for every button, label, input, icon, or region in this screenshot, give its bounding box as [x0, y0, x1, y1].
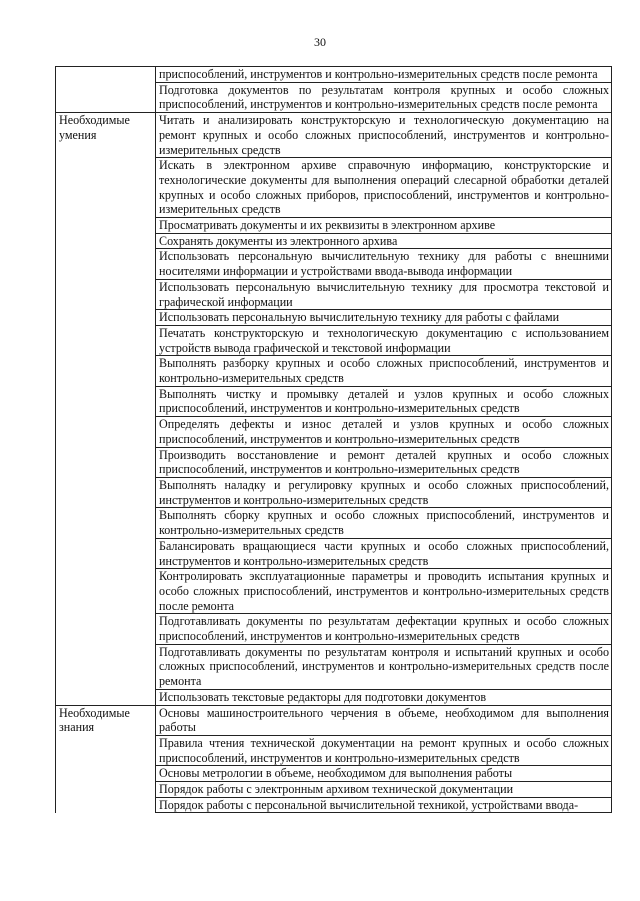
table-row [56, 113, 612, 158]
table-row [56, 356, 612, 386]
requirement-item: Подготовка документов по результатам контроля крупных и особо сложных приспособлений, инструментов и контрольно-измерительных средств после ремонта [156, 82, 612, 112]
section-label-cell-continued [56, 644, 156, 689]
section-label-cell-continued [56, 614, 156, 644]
table-row [56, 233, 612, 249]
requirement-item: Выполнять чистку и промывку деталей и узлов крупных и особо сложных приспособлений, инструментов и контрольно-измерительных средств [156, 386, 612, 416]
table-row [56, 67, 612, 83]
requirement-item: Контролировать эксплуатационные параметры и проводить испытания крупных и особо сложных приспособлений, инструментов и контрольно-измерительных средств после ремонта [156, 569, 612, 614]
section-label-cell-continued [56, 569, 156, 614]
requirement-item: Основы машиностроительного черчения в объеме, необходимом для выполнения работы [156, 705, 612, 735]
page-number: 30 [314, 35, 326, 49]
section-label-cell-continued [56, 735, 156, 765]
section-label-cell-continued [56, 279, 156, 309]
section-label-cell-continued [56, 233, 156, 249]
table-row [56, 689, 612, 705]
table-row [56, 249, 612, 279]
requirement-item: Искать в электронном архиве справочную информацию, конструкторские и технологические документы для выполнения операций слесарной обработки деталей крупных и особо сложных приборов, приспособлений, инструментов и контрольно-измерительных средств [156, 158, 612, 218]
section-label-cell [56, 67, 156, 83]
section-label-cell [56, 705, 156, 735]
table-row [56, 325, 612, 355]
table-row [56, 644, 612, 689]
requirement-item: Правила чтения технической документации на ремонт крупных и особо сложных приспособлений, инструментов и контрольно-измерительных средств [156, 735, 612, 765]
requirement-item: Просматривать документы и их реквизиты в электронном архиве [156, 218, 612, 234]
table-row [56, 766, 612, 782]
requirements-table [55, 66, 612, 813]
section-label-cell-continued [56, 477, 156, 507]
table-row [56, 386, 612, 416]
requirement-item: Выполнять разборку крупных и особо сложных приспособлений, инструментов и контрольно-измерительных средств [156, 356, 612, 386]
table-row [56, 447, 612, 477]
requirement-item: Подготавливать документы по результатам контроля и испытаний крупных и особо сложных приспособлений, инструментов и контрольно-измерительных средств после ремонта [156, 644, 612, 689]
requirement-item: Определять дефекты и износ деталей и узлов крупных и особо сложных приспособлений, инструментов и контрольно-измерительных средств [156, 417, 612, 447]
table-row [56, 735, 612, 765]
section-label-cell [56, 113, 156, 158]
section-label-cell-continued [56, 82, 156, 112]
section-label-cell-continued [56, 310, 156, 326]
table-row [56, 614, 612, 644]
requirement-item: Использовать персональную вычислительную технику для просмотра текстовой и графической информации [156, 279, 612, 309]
table-row [56, 218, 612, 234]
section-label-cell-continued [56, 797, 156, 813]
section-label-cell-continued [56, 689, 156, 705]
table-row [56, 508, 612, 538]
section-label-cell-continued [56, 218, 156, 234]
table-row [56, 417, 612, 447]
section-label-cell-continued [56, 766, 156, 782]
table-row [56, 279, 612, 309]
requirement-item: Выполнять сборку крупных и особо сложных приспособлений, инструментов и контрольно-измерительных средств [156, 508, 612, 538]
section-label-cell-continued [56, 538, 156, 568]
requirement-item: Порядок работы с электронным архивом технической документации [156, 782, 612, 798]
section-label-cell-continued [56, 447, 156, 477]
table-row [56, 569, 612, 614]
requirement-item: Использовать текстовые редакторы для подготовки документов [156, 689, 612, 705]
section-label-cell-continued [56, 158, 156, 218]
requirement-item: Балансировать вращающиеся части крупных и особо сложных приспособлений, инструментов и контрольно-измерительных средств [156, 538, 612, 568]
section-label-cell-continued [56, 325, 156, 355]
section-label-cell-continued [56, 249, 156, 279]
section-label: Необходимые умения [59, 113, 130, 142]
requirement-item: Использовать персональную вычислительную технику для работы с файлами [156, 310, 612, 326]
section-label: Необходимые знания [59, 705, 130, 735]
requirement-item: Производить восстановление и ремонт деталей крупных и особо сложных приспособлений, инструментов и контрольно-измерительных средств [156, 447, 612, 477]
requirement-item: Порядок работы с персональной вычислительной техникой, устройствами ввода- [156, 797, 612, 813]
section-label-cell-continued [56, 417, 156, 447]
requirement-item: Основы метрологии в объеме, необходимом для выполнения работы [156, 766, 612, 782]
requirement-item: Подготавливать документы по результатам дефектации крупных и особо сложных приспособлений, инструментов и контрольно-измерительных средств [156, 614, 612, 644]
section-label-cell-continued [56, 356, 156, 386]
requirement-item: Выполнять наладку и регулировку крупных и особо сложных приспособлений, инструментов и контрольно-измерительных средств [156, 477, 612, 507]
table-row [56, 782, 612, 798]
table-row [56, 797, 612, 813]
requirement-item: Печатать конструкторскую и технологическую документацию с использованием устройств вывода графической и текстовой информации [156, 325, 612, 355]
requirement-item: Сохранять документы из электронного архива [156, 233, 612, 249]
section-label-cell-continued [56, 508, 156, 538]
table-row [56, 82, 612, 112]
section-label-cell-continued [56, 782, 156, 798]
table-row [56, 477, 612, 507]
table-row [56, 538, 612, 568]
table-row [56, 310, 612, 326]
table-row [56, 158, 612, 218]
requirement-item: приспособлений, инструментов и контрольно-измерительных средств после ремонта [156, 67, 612, 83]
requirement-item: Читать и анализировать конструкторскую и технологическую документацию на ремонт крупных и особо сложных приспособлений, инструментов и контрольно-измерительных средств [156, 113, 612, 158]
requirement-item: Использовать персональную вычислительную технику для работы с внешними носителями информации и устройствами ввода-вывода информации [156, 249, 612, 279]
requirements-table-body [56, 67, 612, 813]
section-label-cell-continued [56, 386, 156, 416]
table-row [56, 705, 612, 735]
